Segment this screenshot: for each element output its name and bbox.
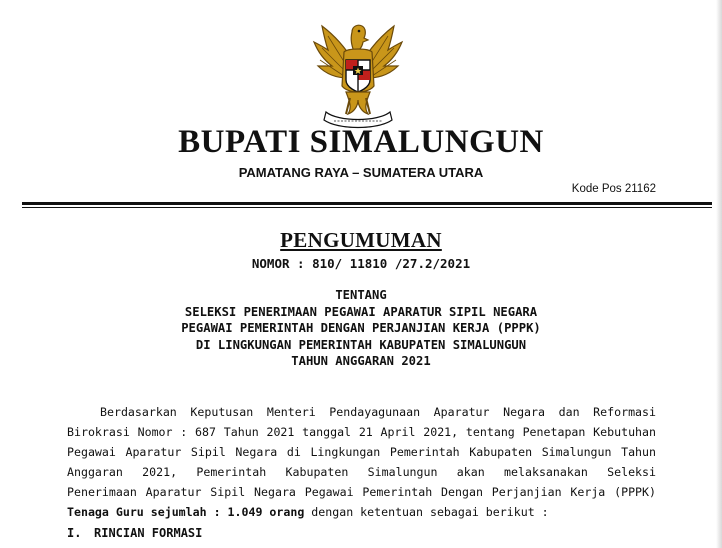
body-line: Birokrasi Nomor : 687 Tahun 2021 tanggal 21 April 2021, tentang Penetapan Kebutuhan [67, 425, 656, 439]
letterhead-rule-thin [22, 207, 712, 208]
announcement-title: PENGUMUMAN [280, 228, 442, 252]
letterhead-rule-thick [22, 202, 712, 205]
garuda-emblem-icon [308, 22, 408, 132]
teacher-quota-bold: Tenaga Guru sejumlah : 1.049 orang [67, 505, 305, 519]
subject-line: TAHUN ANGGARAN 2021 [291, 354, 431, 368]
body-line-tail: dengan ketentuan sebagai berikut : [304, 505, 549, 519]
subject-line: TENTANG [335, 288, 387, 302]
page-edge-shadow [716, 0, 722, 548]
body-line: Penerimaan Aparatur Sipil Negara Pegawai Pemerintah Dengan Perjanjian Kerja (PPPK) [67, 485, 656, 499]
section-heading [67, 526, 202, 540]
subject-line: SELEKSI PENERIMAAN PEGAWAI APARATUR SIPIL NEGARA [184, 304, 538, 319]
regent-address: PAMATANG RAYA – SUMATERA UTARA [238, 165, 484, 180]
body-line: Berdasarkan Keputusan Menteri Pendayagunaan Aparatur Negara dan Reformasi [100, 405, 656, 419]
section-number: I. [67, 526, 82, 540]
regent-title: BUPATI SIMALUNGUN [178, 124, 544, 160]
announcement-subject [0, 287, 722, 370]
body-line: Anggaran 2021, Pemerintah Kabupaten Simalungun akan melaksanakan Seleksi [67, 465, 656, 479]
postal-code: Kode Pos 21162 [571, 183, 656, 195]
announcement-number: NOMOR : 810/ 11810 /27.2/2021 [251, 256, 471, 271]
subject-line: PEGAWAI PEMERINTAH DENGAN PERJANJIAN KERJA (PPPK) [181, 321, 541, 335]
body-line: Pegawai Aparatur Sipil Negara di Lingkungan Pemerintah Kabupaten Simalungun Tahun [67, 445, 656, 459]
body-line-last [67, 502, 656, 522]
announcement-body [67, 402, 656, 522]
section-title: RINCIAN FORMASI [94, 526, 203, 540]
subject-line: DI LINGKUNGAN PEMERINTAH KABUPATEN SIMALUNGUN [195, 337, 527, 352]
